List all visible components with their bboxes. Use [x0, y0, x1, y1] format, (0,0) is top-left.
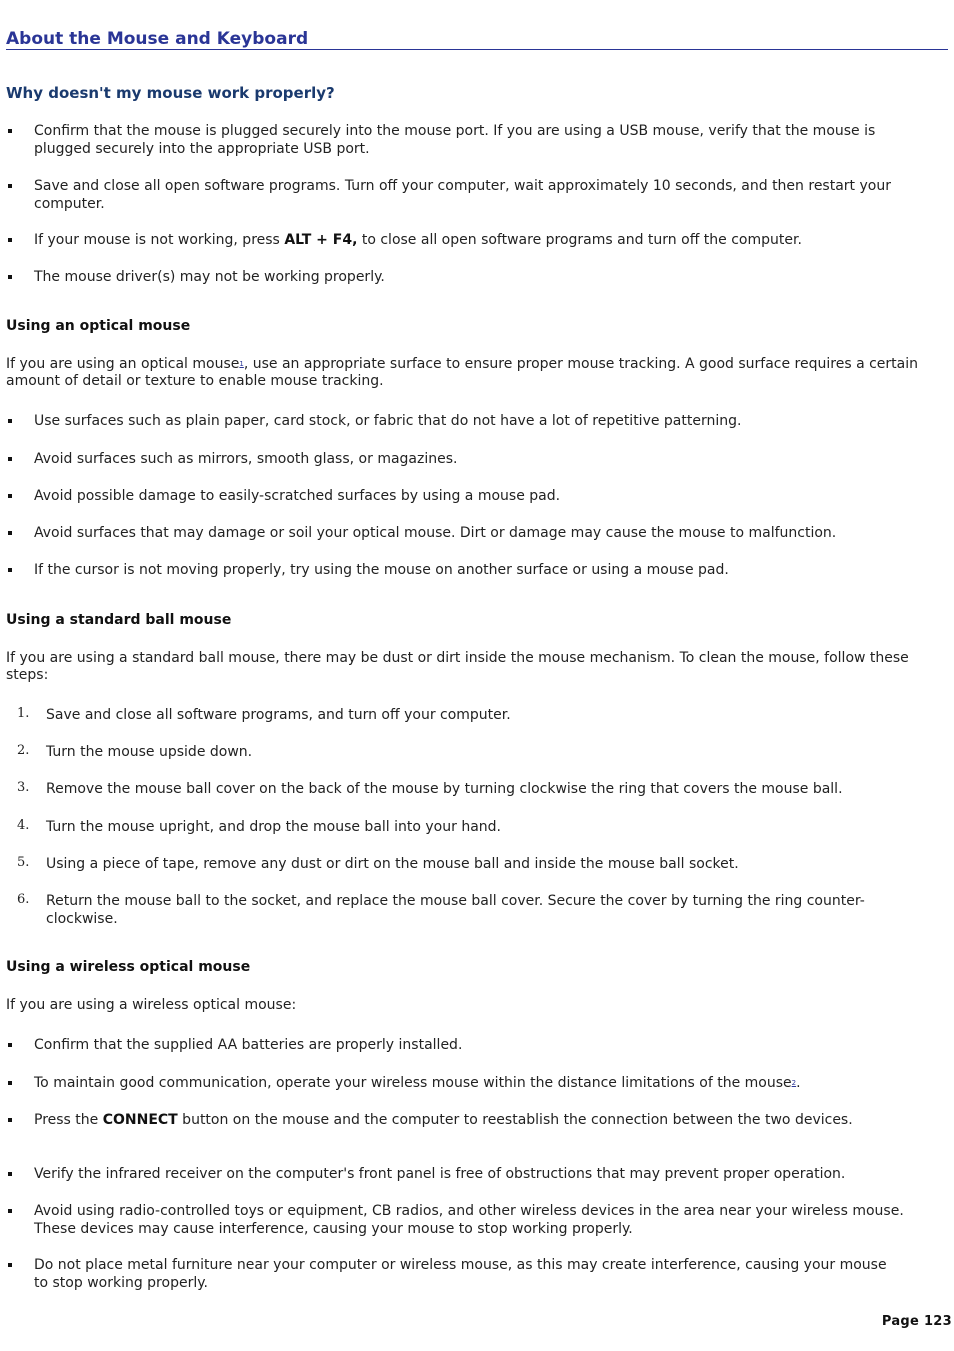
step-text: Using a piece of tape, remove any dust or dirt on the mouse ball and inside the mouse ball socket.	[46, 856, 739, 872]
section-heading-ball: Using a standard ball mouse	[6, 612, 232, 628]
wireless-intro: If you are using a wireless optical mouse:	[6, 997, 297, 1013]
ball-intro: If you are using a standard ball mouse, there may be dust or dirt inside the mouse mechanism. To clean the mouse, follow these steps:	[6, 650, 909, 683]
list-item-text: If the cursor is not moving properly, try using the mouse on another surface or using a mouse pad.	[34, 562, 729, 578]
list-item-text: Avoid surfaces that may damage or soil your optical mouse. Dirt or damage may cause the mouse to malfunction.	[34, 525, 837, 541]
list-item-text: Avoid possible damage to easily-scratched surfaces by using a mouse pad.	[34, 488, 561, 504]
text-run: To maintain good communication, operate your wireless mouse within the distance limitations of the mouse	[34, 1075, 792, 1091]
step-text: Turn the mouse upside down.	[46, 744, 253, 760]
bullet-icon	[8, 275, 12, 279]
list-item-text: Avoid using radio-controlled toys or equipment, CB radios, and other wireless devices in the area near your wireless mouse. These devices may cause interference, causing your mouse to stop working properly.	[34, 1203, 904, 1237]
section-heading-optical: Using an optical mouse	[6, 318, 191, 334]
text-run: Press the	[34, 1112, 103, 1128]
list-item-text	[34, 1111, 904, 1129]
list-item-text: Confirm that the supplied AA batteries are properly installed.	[34, 1037, 463, 1053]
bullet-icon	[8, 531, 12, 535]
shortcut-keys: ALT + F4,	[284, 232, 358, 248]
list-item-text	[34, 1074, 904, 1092]
list-item-text: Save and close all open software programs. Turn off your computer, wait approximately 10 seconds, and then restart your computer.	[34, 178, 891, 212]
bullet-icon	[8, 238, 12, 242]
bullet-icon	[8, 568, 12, 572]
list-item-text: The mouse driver(s) may not be working properly.	[34, 269, 385, 285]
step-number: 2.	[17, 743, 30, 758]
bullet-icon	[8, 457, 12, 461]
footnote-link[interactable]: 2	[791, 1079, 797, 1087]
text-run: , use an appropriate surface to ensure proper mouse tracking. A good surface requires a certain amount of detail or texture to enable mouse tracking.	[6, 356, 919, 389]
list-item-text: Avoid surfaces such as mirrors, smooth glass, or magazines.	[34, 451, 458, 467]
list-item-text: Confirm that the mouse is plugged securely into the mouse port. If you are using a USB mouse, verify that the mouse is plugged securely into the appropriate USB port.	[34, 123, 876, 157]
text-run: .	[796, 1075, 801, 1091]
bullet-icon	[8, 1118, 12, 1122]
bullet-icon	[8, 494, 12, 498]
step-number: 3.	[17, 780, 30, 795]
text-run: If you are using an optical mouse	[6, 356, 240, 372]
section-heading-wireless: Using a wireless optical mouse	[6, 959, 251, 975]
bullet-icon	[8, 184, 12, 188]
page-number: Page 123	[881, 1314, 952, 1329]
text-run: If your mouse is not working, press	[34, 232, 285, 248]
list-item-text: Use surfaces such as plain paper, card stock, or fabric that do not have a lot of repetitive patterning.	[34, 413, 742, 429]
bullet-icon	[8, 419, 12, 423]
bullet-icon	[8, 1043, 12, 1047]
list-item-text: Verify the infrared receiver on the computer's front panel is free of obstructions that may prevent proper operation.	[34, 1166, 846, 1182]
bullet-icon	[8, 1172, 12, 1176]
bullet-icon	[8, 1263, 12, 1267]
step-number: 5.	[17, 855, 30, 870]
bullet-icon	[8, 1081, 12, 1085]
text-run: button on the mouse and the computer to reestablish the connection between the two devices.	[177, 1112, 853, 1128]
step-number: 4.	[17, 818, 30, 833]
list-item-text	[34, 231, 904, 249]
question-heading: Why doesn't my mouse work properly?	[6, 84, 335, 102]
list-item-text: Do not place metal furniture near your computer or wireless mouse, as this may create interference, causing your mouse to stop working properly.	[34, 1257, 887, 1291]
step-text: Return the mouse ball to the socket, and replace the mouse ball cover. Secure the cover by turning the ring counter-clockwise.	[46, 893, 865, 927]
step-text: Save and close all software programs, and turn off your computer.	[46, 707, 511, 723]
footnote-link[interactable]: 1	[239, 360, 244, 368]
step-number: 6.	[17, 892, 30, 907]
bullet-icon	[8, 1209, 12, 1213]
step-text: Turn the mouse upright, and drop the mouse ball into your hand.	[46, 819, 501, 835]
optical-intro	[6, 356, 944, 390]
button-name: CONNECT	[102, 1112, 178, 1128]
step-text: Remove the mouse ball cover on the back of the mouse by turning clockwise the ring that covers the mouse ball.	[46, 781, 843, 797]
bullet-icon	[8, 129, 12, 133]
step-number: 1.	[17, 706, 30, 721]
page-title: About the Mouse and Keyboard	[6, 29, 948, 50]
text-run: to close all open software programs and turn off the computer.	[357, 232, 802, 248]
